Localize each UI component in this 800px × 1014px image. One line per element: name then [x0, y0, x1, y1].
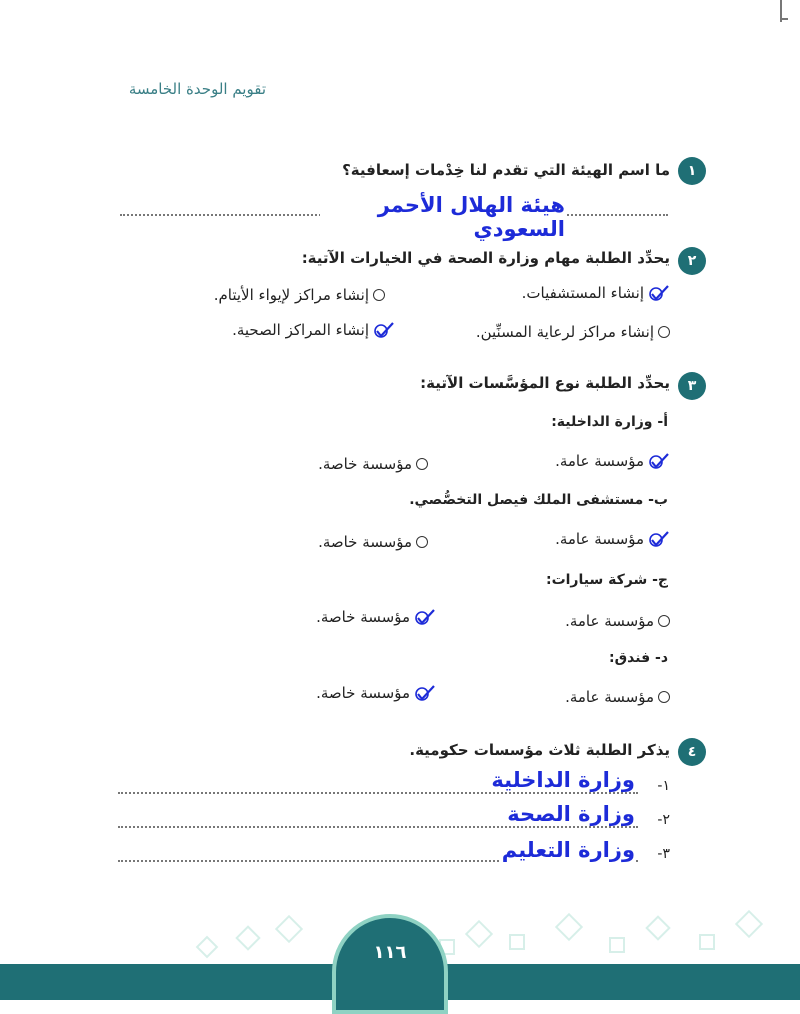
option-label: مؤسسة عامة.	[555, 530, 644, 548]
radio-icon	[658, 615, 670, 627]
option-label: مؤسسة عامة.	[565, 612, 654, 630]
option-checked[interactable]	[470, 284, 670, 302]
option-unchecked[interactable]	[530, 688, 670, 706]
option-label: إنشاء المراكز الصحية.	[232, 321, 369, 339]
check-icon	[414, 608, 436, 626]
item-title: أ- وزارة الداخلية:	[551, 414, 668, 430]
option-checked[interactable]	[296, 608, 436, 626]
radio-icon	[373, 289, 385, 301]
option-unchecked[interactable]	[450, 323, 670, 341]
question-number-1: ١	[678, 157, 706, 185]
answer-prefix: ٢-	[657, 812, 670, 828]
check-icon	[414, 684, 436, 702]
question-3-text: يحدِّد الطلبة نوع المؤسَّسات الآتية:	[420, 374, 670, 392]
option-unchecked[interactable]	[530, 612, 670, 630]
radio-icon	[416, 458, 428, 470]
answer-line	[118, 792, 638, 794]
question-1-text: ما اسم الهيئة التي تقدم لنا خِدْمات إسعافية؟	[342, 161, 670, 179]
option-label: مؤسسة خاصة.	[316, 608, 410, 626]
question-4-answer-2[interactable]: وزارة الصحة	[500, 802, 635, 826]
option-label: إنشاء مراكز لرعاية المسنِّين.	[475, 323, 654, 341]
question-4-answer-3[interactable]: وزارة التعليم	[501, 838, 635, 862]
check-icon	[373, 321, 395, 339]
item-title: د- فندق:	[609, 650, 668, 666]
radio-icon	[658, 691, 670, 703]
option-label: مؤسسة عامة.	[565, 688, 654, 706]
question-4-answer-1[interactable]: وزارة الداخلية	[480, 768, 635, 792]
unit-title: تقويم الوحدة الخامسة	[128, 80, 266, 98]
option-label: مؤسسة خاصة.	[316, 684, 410, 702]
geometric-pattern-decoration	[180, 900, 800, 970]
check-icon	[648, 284, 670, 302]
crop-mark	[780, 18, 788, 20]
option-label: إنشاء المستشفيات.	[521, 284, 644, 302]
question-2-text: يحدِّد الطلبة مهام وزارة الصحة في الخيارات الآتية:	[301, 249, 670, 267]
check-icon	[648, 452, 670, 470]
question-1-answer[interactable]: هيئة الهلال الأحمر السعودي	[320, 193, 565, 241]
check-icon	[648, 530, 670, 548]
option-label: إنشاء مراكز لإيواء الأيتام.	[213, 286, 369, 304]
question-number-2: ٢	[678, 247, 706, 275]
option-unchecked[interactable]	[300, 455, 428, 473]
option-checked[interactable]	[510, 452, 670, 470]
question-4-text: يذكر الطلبة ثلاث مؤسسات حكومية.	[409, 741, 670, 759]
answer-line	[118, 826, 638, 828]
answer-prefix: ١-	[657, 778, 670, 794]
question-number-3: ٣	[678, 372, 706, 400]
option-label: مؤسسة خاصة.	[318, 455, 412, 473]
option-unchecked[interactable]	[190, 286, 385, 304]
option-checked[interactable]	[205, 321, 395, 339]
item-title: ب- مستشفى الملك فيصل التخصُّصي.	[409, 492, 668, 508]
option-label: مؤسسة خاصة.	[318, 533, 412, 551]
item-title: ج- شركة سيارات:	[545, 572, 668, 588]
question-number-4: ٤	[678, 738, 706, 766]
option-checked[interactable]	[296, 684, 436, 702]
radio-icon	[658, 326, 670, 338]
option-checked[interactable]	[510, 530, 670, 548]
option-label: مؤسسة عامة.	[555, 452, 644, 470]
page-number: ١١٦	[332, 914, 448, 1014]
radio-icon	[416, 536, 428, 548]
option-unchecked[interactable]	[300, 533, 428, 551]
answer-prefix: ٣-	[657, 846, 670, 862]
